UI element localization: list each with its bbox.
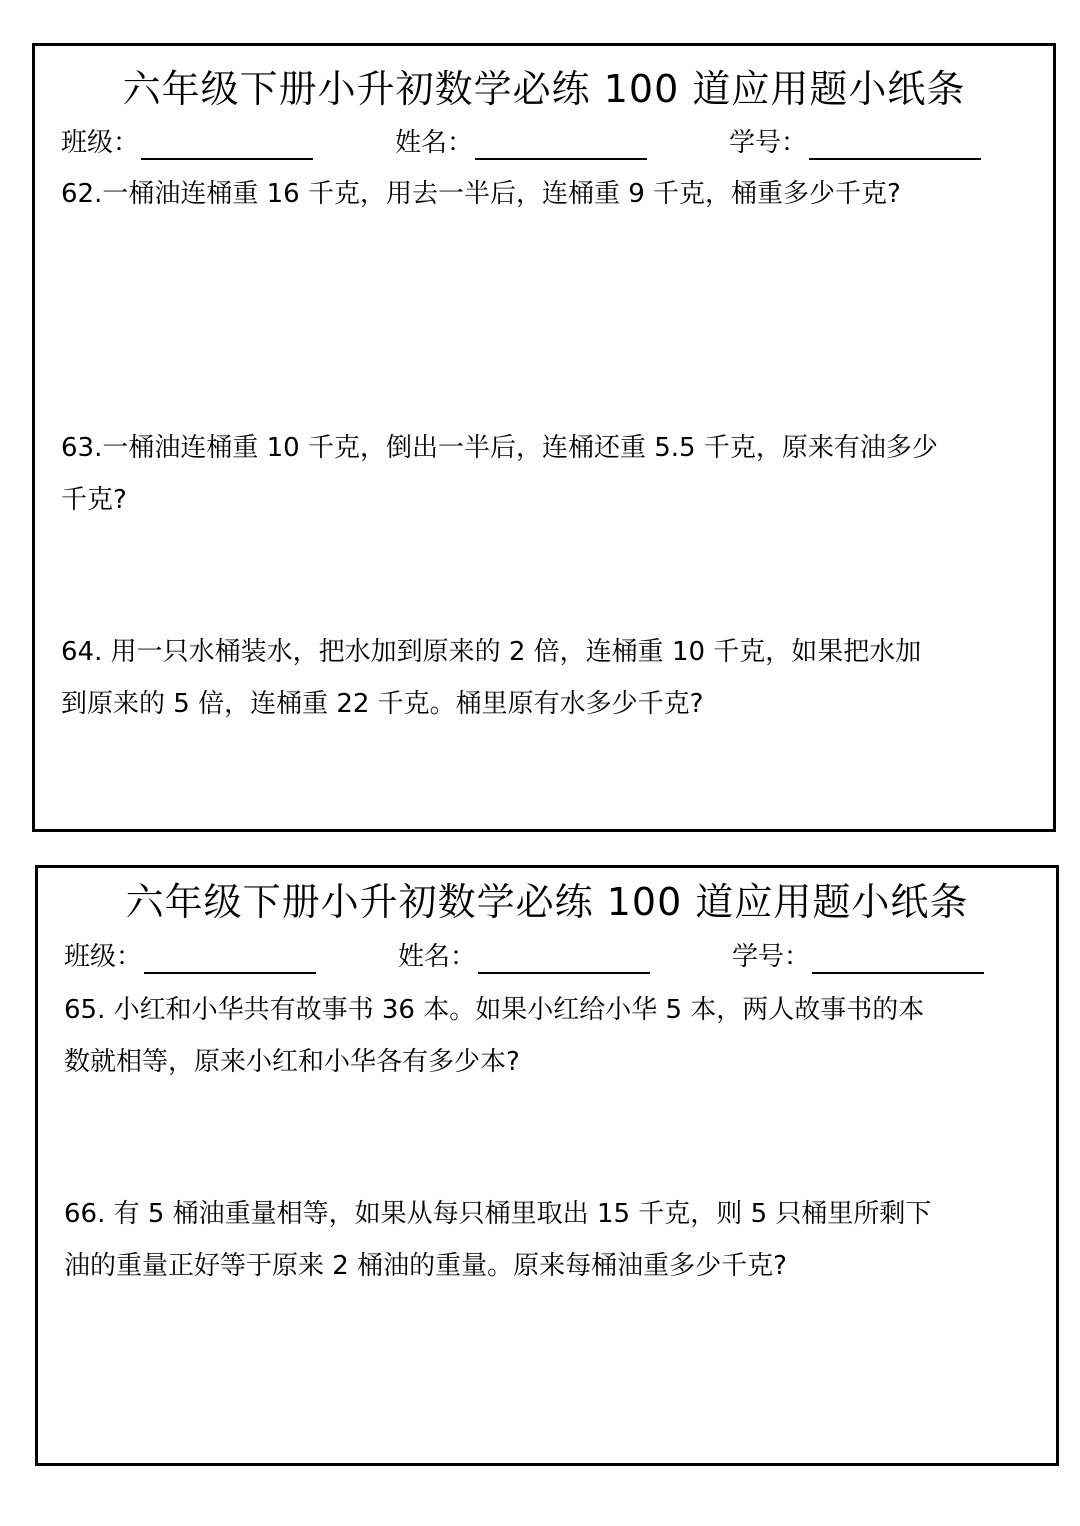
question-63: 63.一桶油连桶重 10 千克，倒出一半后，连桶还重 5.5 千克，原来有油多少 千克? (61, 433, 938, 515)
student-id-blank[interactable] (812, 948, 984, 974)
class-field (61, 126, 313, 160)
question-65: 65. 小红和小华共有故事书 36 本。如果小红给小华 5 本，两人故事书的本 数就相等，原来小红和小华各有多少本? (64, 995, 925, 1077)
class-label: 班级： (64, 942, 143, 972)
student-id-field (732, 940, 984, 974)
name-label: 姓名： (395, 128, 474, 158)
question-64: 64. 用一只水桶装水，把水加到原来的 2 倍，连桶重 10 千克，如果把水加 到原来的 5 倍，连桶重 22 千克。桶里原有水多少千克? (61, 637, 922, 719)
worksheet-card-1 (32, 43, 1056, 832)
name-label: 姓名： (398, 942, 477, 972)
student-info-row (64, 940, 1056, 974)
class-blank[interactable] (141, 134, 313, 160)
student-id-field (729, 126, 981, 160)
question-66: 66. 有 5 桶油重量相等，如果从每只桶里取出 15 千克，则 5 只桶里所剩下 油的重量正好等于原来 2 桶油的重量。原来每桶油重多少千克? (64, 1199, 932, 1281)
student-id-label: 学号： (729, 128, 808, 158)
name-blank[interactable] (478, 948, 650, 974)
name-blank[interactable] (475, 134, 647, 160)
worksheet-title: 六年级下册小升初数学必练 100 道应用题小纸条 (122, 67, 966, 111)
worksheet-title: 六年级下册小升初数学必练 100 道应用题小纸条 (125, 880, 969, 924)
class-blank[interactable] (144, 948, 316, 974)
student-info-row (61, 126, 1053, 160)
name-field (398, 940, 650, 974)
class-label: 班级： (61, 128, 140, 158)
student-id-label: 学号： (732, 942, 811, 972)
class-field (64, 940, 316, 974)
student-id-blank[interactable] (809, 134, 981, 160)
question-62: 62.一桶油连桶重 16 千克，用去一半后，连桶重 9 千克，桶重多少千克? (61, 179, 901, 209)
name-field (395, 126, 647, 160)
worksheet-card-2 (35, 865, 1059, 1466)
